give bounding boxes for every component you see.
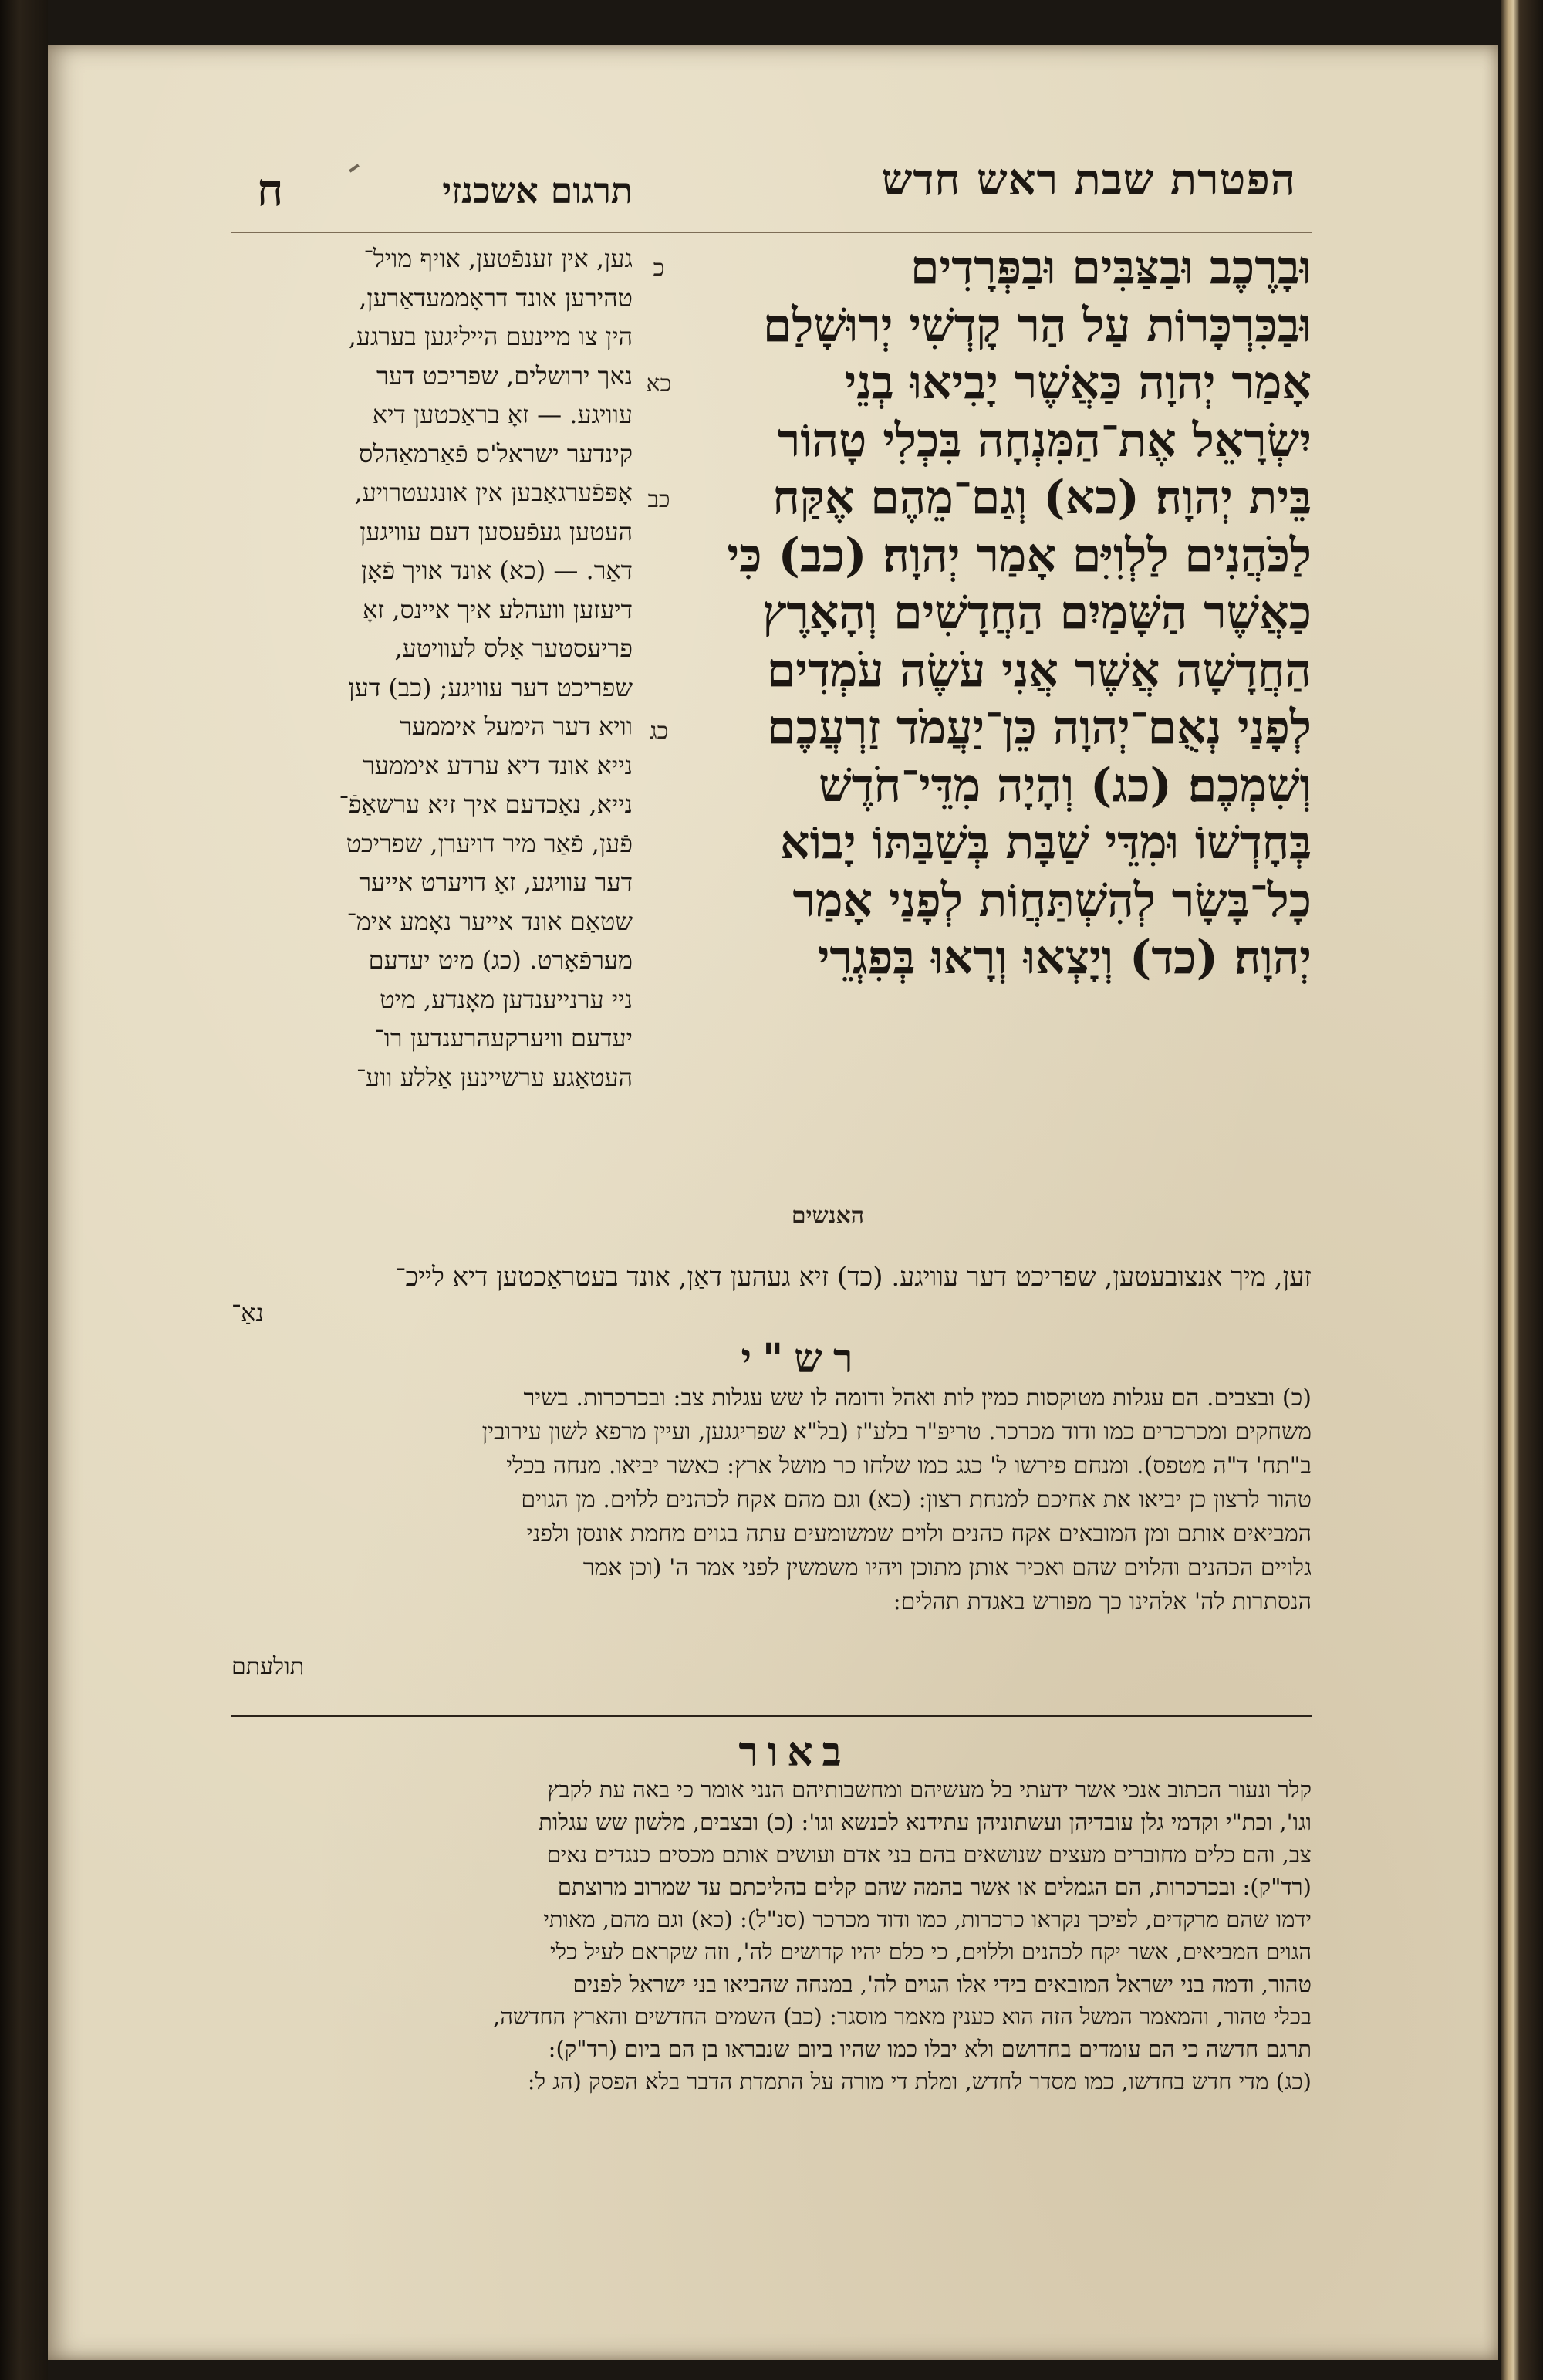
verse-markers [642,255,676,1258]
rashi-line: הנסתרות לה' אלהינו כך מפורש באגדת תהלים: [893,1588,1312,1615]
main-text-line: בְּחָדְשׁוֹ וּמִדֵּי שַׁבָּת בְּשַׁבַּתּוֹ יָבוֹא [780,816,1312,870]
main-text-line: וְשִׁמְכֶם׃ (כג) וְהָיָה מִדֵּי־חֹדֶשׁ [819,758,1312,813]
targum-line: פֿען, פֿאַר מיר דויערן, שפריכט [346,828,633,858]
main-text-line: לְפָנַי נְאֻם־יְהוָה כֵּן־יַעֲמֹד זַרְעֲכֶם [767,701,1312,755]
main-text-line: הַחֲדָשָׁה אֲשֶׁר אֲנִי עֹשֶׂה עֹמְדִים [766,643,1312,698]
verse-marker: כא [646,370,672,397]
targum-line: העטאַגע ערשיינען אַללע ווע־ [356,1062,633,1092]
rashi-catchword: תולעתם [231,1653,304,1680]
main-text-line: כַאֲשֶׁר הַשָּׁמַיִם הַחֲדָשִׁים וְהָאָרֶץ [762,586,1312,640]
targum-line: אָפּפֿערגאַבען אין אונגעטרויע, [354,478,633,507]
targum-continuation: זען, מיך אנצובעטען, שפריכט דער עוויגע. (כד) זיא געהען דאַן, אונד בעטראַכטען דיא לייכ־ [395,1262,1312,1293]
facing-page-edge [1501,0,1543,2380]
main-text-line: יְהוָה׃ (כד) וְיָצְאוּ וְרָאוּ בְּפִגְרֵי [817,931,1312,985]
main-text-line: וּבַכִּרְכָּרוֹת עַל הַר קָדְשִׁי יְרוּשָׁלַם [762,298,1312,353]
main-catchword: האנשים [791,1202,864,1229]
targum-end: נאַ־ [231,1298,264,1327]
main-text-line: אָמַר יְהוָה כַּאֲשֶׁר יָבִיאוּ בְנֵי [844,356,1312,410]
targum-line: נייא אונד דיא ערדע איממער [363,750,633,780]
beur-commentary [231,1773,1312,2098]
verse-marker: כג [649,718,669,745]
targum-line: נייא, נאָכדעם איך זיא ערשאַפֿ־ [339,789,633,819]
main-hebrew-text [679,239,1312,987]
targum-line: וויא דער הימעל איממער [400,712,633,741]
beur-line: הגוים המביאים, אשר יקח לכהנים וללוים, כי כלם יהיו קדושים לה', וזה שקראם לעיל כלי [549,1939,1312,1965]
targum-column [231,239,633,1097]
targum-line: שטאַם אונד אייער נאָמע אימ־ [346,906,633,936]
verse-marker: כב [647,486,670,513]
beur-line: ידמו שהם מרקדים, לפיכך נקראו כרכרות, כמו ודוד מכרכר (סנ"ל): (כא) וגם מהם, מאותי [543,1906,1312,1932]
targum-line: טהירען אונד דראָממעדאַרען, [359,282,633,313]
beur-line: (כג) מדי חדש בחדשו, כמו מסדר לחדש, ומלת די מורה על התמדת הדבר בלא הפסק (הג ל: [527,2068,1312,2094]
main-text-line: בֵּית יְהוָה׃ (כא) וְגַם־מֵהֶם אֶקַּח [772,471,1312,525]
beur-title: באור [738,1729,851,1776]
page-letter: ח [256,164,284,216]
verse-marker: כ [653,255,665,282]
main-text-line: כָל־בָּשָׂר לְהִשְׁתַּחֲוֹת לְפָנַי אָמַר [792,873,1312,928]
targum-line: העטען געפֿעסען דעם עוויגען [360,516,633,546]
haftarah-title: הפטרת שבת ראש חדש [881,154,1296,205]
beur-line: תרגם חדשה כי הם עומדים בחדושם ולא יבלו כמו שהיו ביום שנבראו בן הם ביום (רד"ק): [548,2036,1312,2062]
rashi-line: המביאים אותם ומן המובאים אקח כהנים ולוים שמשומעים עתה בגוים מחמת אונסן ולפני [526,1520,1312,1547]
targum-line: מערפֿאָרט. (כג) מיט יעדעם [368,945,633,975]
beur-line: צב, והם כלים מחוברים מעצים שנושאים בהם בני אדם ועושים אותם מכסים כנגדים נאים [546,1841,1312,1868]
beur-line: וגו', וכת"י וקדמי גלן עובדיהן ועשתוניהן עתידנא לכנשא וגו': (כ) ובצבים, מלשון שש עגלות [539,1809,1312,1835]
rashi-line: ב"תח' ד"ה מטפס). ומנחם פירשו ל' כגג כמו שלחו כר מושל ארץ: כאשר יביאו. מנחה בכלי [506,1452,1312,1479]
book-binding [0,0,48,2380]
targum-line: פריעסטער אַלס לעוויטע, [394,634,633,663]
targum-line: דער עוויגע, זאָ דויערט אייער [359,867,633,897]
targum-line: הין צו מיינעם הייליגען בערגע, [348,322,633,351]
main-text-line: לַכֹּהֲנִים לַלְוִיִּם אָמַר יְהוָה׃ (כב) כִּי [727,528,1312,583]
targum-line: גען, אין זענפֿטען, אויף מויל־ [363,244,633,273]
targum-line: דאַר. — (כא) אונד אויך פֿאָן [361,556,633,585]
header-rule [231,232,1312,233]
main-text-line: וּבָרֶכֶב וּבַצַּבִּים וּבַפְּרָדִים [910,241,1312,295]
rashi-line: (כ) ובצבים. הם עגלות מטוקסות כמין לות ואהל ודומה לו שש עגלות צב: ובכרכרות. בשיר [523,1384,1312,1411]
targum-line: נאך ירושלים, שפריכט דער [376,360,633,390]
targum-line: שפריכט דער עוויגע; (כב) דען [348,672,633,702]
targum-line: ניי ערנייענדען מאָנדע, מיט [380,984,633,1014]
targum-line: עוויגע. — זאָ בראַכטען דיא [372,400,633,429]
targum-line: דיעזען וועהלע איך איינס, זאָ [363,594,633,624]
beur-line: בכלי טהור, והמאמר המשל הזה הוא כענין מאמר מוסגר: (כב) השמים החדשים והארץ החדשה, [492,2003,1312,2030]
beur-line: (רד"ק): ובכרכרות, הם הגמלים או אשר בהמה שהם קלים בהליכתם עד שמרוב מרוצתם [557,1874,1312,1900]
rashi-line: גלויים הכהנים והלוים שהם ואכיר אותן מתוכן ויהיו משמשין לפני אמר ה' (וכן אמר [582,1554,1312,1581]
rashi-title: רש"י [741,1335,864,1382]
main-text-line: יִשְׂרָאֵל אֶת־הַמִּנְחָה בִּכְלִי טָהוֹר [777,413,1312,468]
rashi-line: משחקים ומכרכרים כמו ודוד מכרכר. טריפ"ר בלע"ז (בל"א שפריגגען, ועיין מרפא לשון עירובין [481,1418,1312,1445]
targum-line: יעדעם וויערקעהרענדען רו־ [374,1023,633,1053]
rashi-commentary [231,1381,1312,1619]
targum-title: תרגום אשכנזי [442,170,633,211]
rashi-line: טהור לרצון כן יביאו את אחיכם למנחת רצון: (כא) וגם מהם אקח לכהנים ללוים. מן הגוים [521,1486,1312,1513]
beur-line: טהור, ודמה בני ישראל המובאים בידי אלו הגוים לה', במנחה שהביאו בני ישראל לפנים [572,1971,1312,1997]
beur-line: קלר ונעור הכתוב אנכי אשר ידעתי בל מעשיהם ומחשבותיהם הנני אומר כי באה עת לקבץ [547,1777,1312,1803]
targum-line: קינדער ישראל'ס פֿאַרמאַהלס [359,438,633,468]
beur-divider [231,1715,1312,1717]
